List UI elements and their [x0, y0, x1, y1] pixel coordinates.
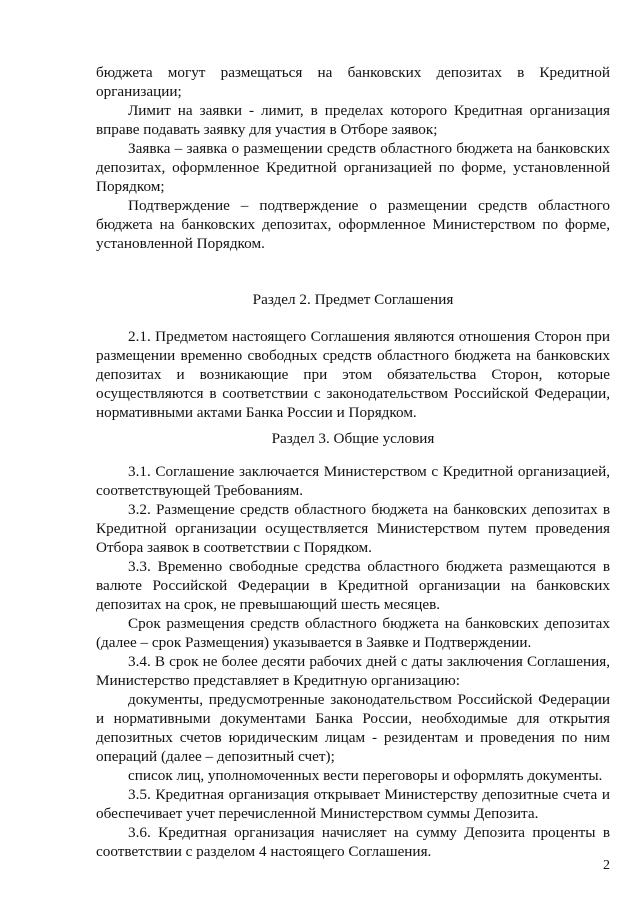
paragraph: 3.1. Соглашение заключается Министерством с Кредитной организацией, соответствующей Требованиям.: [96, 463, 610, 499]
paragraph: 3.2. Размещение средств областного бюджета на банковских депозитах в Кредитной организации осуществляется Министерством путем проведения Отбора заявок в соответствии с Порядком.: [96, 501, 610, 556]
paragraph: 3.5. Кредитная организация открывает Министерству депозитные счета и обеспечивает учет перечисленной Министерством суммы Депозита.: [96, 786, 610, 822]
paragraph: список лиц, уполномоченных вести переговоры и оформлять документы.: [128, 767, 603, 784]
page-number: 2: [603, 858, 610, 873]
paragraph: 2.1. Предметом настоящего Соглашения являются отношения Сторон при размещении временно свободных средств областного бюджета на банковских депозитах и возникающие при этом обязательства Сторон, которые осуществляются в соответствии с законодательством Российской Федерации, нормативными актами Банка России и Порядком.: [96, 328, 610, 421]
paragraph: Лимит на заявки - лимит, в пределах которого Кредитная организация вправе подавать заявку для участия в Отборе заявок;: [96, 102, 610, 138]
section-2: [96, 290, 610, 309]
paragraph: документы, предусмотренные законодательством Российской Федерации и нормативными документами Банка России, необходимые для открытия депозитных счетов юридическим лицам - резидентам и проведения по ним операций (далее – депозитный счет);: [96, 691, 610, 765]
paragraph: Подтверждение – подтверждение о размещении средств областного бюджета на банковских депозитах, оформленное Министерством по форме, установленной Порядком.: [96, 197, 610, 252]
section-heading: Раздел 2. Предмет Соглашения: [252, 291, 454, 308]
section-3-body: [96, 462, 610, 861]
paragraph: Заявка – заявка о размещении средств областного бюджета на банковских депозитах, оформленное Кредитной организацией по форме, установленной Порядком;: [96, 140, 610, 195]
section-heading: Раздел 3. Общие условия: [271, 430, 435, 447]
paragraph: 3.3. Временно свободные средства областного бюджета размещаются в валюте Российской Федерации в Кредитной организации на банковских депозитах на срок, не превышающий шесть месяцев.: [96, 558, 610, 613]
section-2-body: [96, 327, 610, 422]
paragraph: бюджета могут размещаться на банковских депозитах в Кредитной организации;: [96, 64, 610, 100]
section-3: [96, 429, 610, 448]
paragraph: 3.4. В срок не более десяти рабочих дней с даты заключения Соглашения, Министерство представляет в Кредитную организацию:: [96, 653, 610, 689]
paragraph: Срок размещения средств областного бюджета на банковских депозитах (далее – срок Размещения) указывается в Заявке и Подтверждении.: [96, 615, 610, 651]
paragraph: 3.6. Кредитная организация начисляет на сумму Депозита проценты в соответствии с разделом 4 настоящего Соглашения.: [96, 824, 610, 860]
intro-block: [96, 63, 610, 253]
